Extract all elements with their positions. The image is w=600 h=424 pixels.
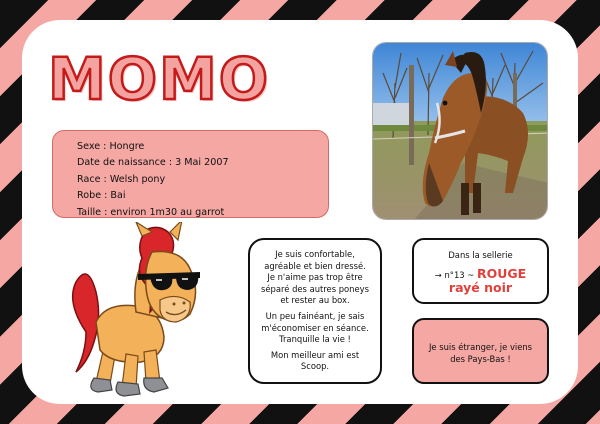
info-breed: Race : Welsh pony [77,173,166,185]
cartoon-pony-illustration [66,222,206,402]
sellerie-prefix: → n°13 ~ [434,270,477,280]
info-coat: Robe : Bai [77,190,126,202]
origin-line-1: Je suis étranger, je viens [428,342,533,352]
sellerie-location [414,267,547,281]
text-line: séparé des autres poneys [261,283,369,294]
text-line: m'économiser en séance. [261,322,369,333]
horse-photo [372,42,548,220]
sellerie-color-main: ROUGE [476,266,527,281]
sellerie-color-detail: rayé noir [448,280,513,295]
sellerie-box [412,238,549,304]
personality-paragraph-3 [256,350,374,373]
text-line: Je n'aime pas trop être [267,272,363,283]
text-line: Je suis confortable, [275,249,355,259]
info-birthdate: Date de naissance : 3 Mai 2007 [77,157,229,169]
info-height: Taille : environ 1m30 au garrot [77,206,225,218]
text-line: et rester au box. [280,295,350,306]
text-line: Un peu fainéant, je sais [265,310,365,321]
text-line: Mon meilleur ami est [270,349,360,360]
pony-name-title: MOMO [48,45,271,113]
text-line: Tranquille la vie ! [279,334,351,345]
origin-box [412,318,549,384]
text-line: agréable et bien dressé. [264,260,366,271]
personality-paragraph-2 [256,311,374,346]
personality-bubble [248,238,382,384]
sellerie-title: Dans la sellerie [448,250,513,260]
origin-line-2: des Pays-Bas ! [450,354,511,364]
text-line: Scoop. [300,361,330,372]
info-sexe: Sexe : Hongre [77,141,145,152]
info-box [52,130,329,218]
personality-paragraph-1 [256,249,374,307]
horse-photo-image [373,43,548,220]
